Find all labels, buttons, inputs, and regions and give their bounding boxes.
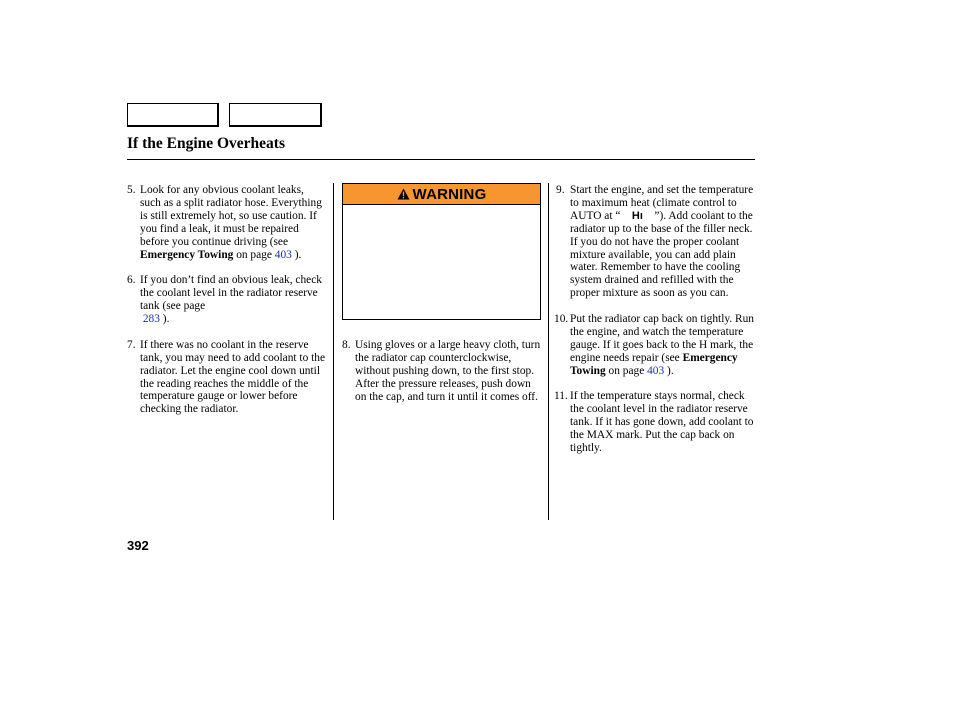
page-title: If the Engine Overheats [127, 135, 286, 152]
step-text: Put the radiator cap back on tightly. Run the engine, and watch the temperature gauge. If it goes back to the H mark, the engine needs repair (see [570, 313, 755, 364]
step-text-mid: on page [233, 248, 275, 261]
step-text: If you don’t find an obvious leak, check the coolant level in the radiator reserve tank (see page [140, 274, 322, 313]
step-number: 9. [556, 184, 565, 196]
column-divider-left [333, 183, 334, 520]
step-number: 10. [554, 313, 569, 326]
nav-button-1[interactable] [127, 103, 219, 127]
warning-header [343, 184, 540, 205]
step-text: Using gloves or a large heavy cloth, turn the radiator cap counterclockwise, without pushing down, to the first stop. After the pressure releases, push down on the cap, and turn it until it comes off. [355, 339, 541, 403]
page-link-283[interactable]: 283 [142, 313, 160, 326]
hi-temperature-icon: Hı [631, 209, 643, 222]
step-9 [556, 184, 754, 300]
emergency-towing-ref: Emergency Towing [140, 248, 234, 261]
step-text-end: ). [159, 313, 170, 326]
warning-label: WARNING [412, 185, 487, 203]
step-text-end: ). [291, 248, 302, 261]
emergency-towing-ref: Emergency Towing [570, 351, 738, 377]
page-number: 392 [127, 538, 149, 553]
step-8 [342, 339, 542, 404]
step-6 [127, 274, 327, 326]
step-number: 5. [127, 184, 136, 196]
column-divider-right [548, 183, 549, 520]
step-number: 8. [342, 339, 351, 351]
step-number: 6. [127, 274, 136, 287]
column-middle [342, 339, 542, 416]
title-divider [127, 159, 755, 160]
column-left [127, 184, 327, 429]
warning-box [342, 183, 541, 320]
column-right [556, 184, 754, 468]
step-text: If the temperature stays normal, check the coolant level in the radiator reserve tank. If it has gone down, add coolant to the MAX mark. Put the cap back on tightly. [570, 390, 754, 455]
step-text-mid: on page [605, 364, 648, 377]
nav-button-2[interactable] [229, 103, 322, 127]
step-text: Look for any obvious coolant leaks, such as a split radiator hose. Everything is still extremely hot, so use caution. If you find a leak, it must be repaired before you continue driving (see [140, 184, 322, 248]
step-7 [127, 339, 327, 416]
step-text-end: ). [664, 364, 674, 377]
step-11 [556, 390, 754, 455]
step-text-cont: ”). Add coolant to the radiator up to the base of the filler neck. If you do not have the proper coolant mixture available, you can add plain water. Remember to have the cooling system drained and refilled with the proper mixture as soon as you can. [570, 209, 753, 300]
page-link-403[interactable]: 403 [274, 248, 292, 261]
page-link-403[interactable]: 403 [647, 364, 665, 377]
step-number: 7. [127, 338, 136, 351]
step-text: Start the engine, and set the temperature to maximum heat (climate control to AUTO at “ [570, 184, 754, 222]
step-10 [556, 313, 754, 378]
step-5 [127, 184, 327, 261]
warning-triangle-icon [397, 188, 410, 200]
step-number: 11. [554, 390, 568, 403]
step-text: If there was no coolant in the reserve tank, you may need to add coolant to the radiator. Let the engine cool down until the reading reaches the middle of the temperature gauge or lower before checking the radiator. [140, 338, 326, 416]
